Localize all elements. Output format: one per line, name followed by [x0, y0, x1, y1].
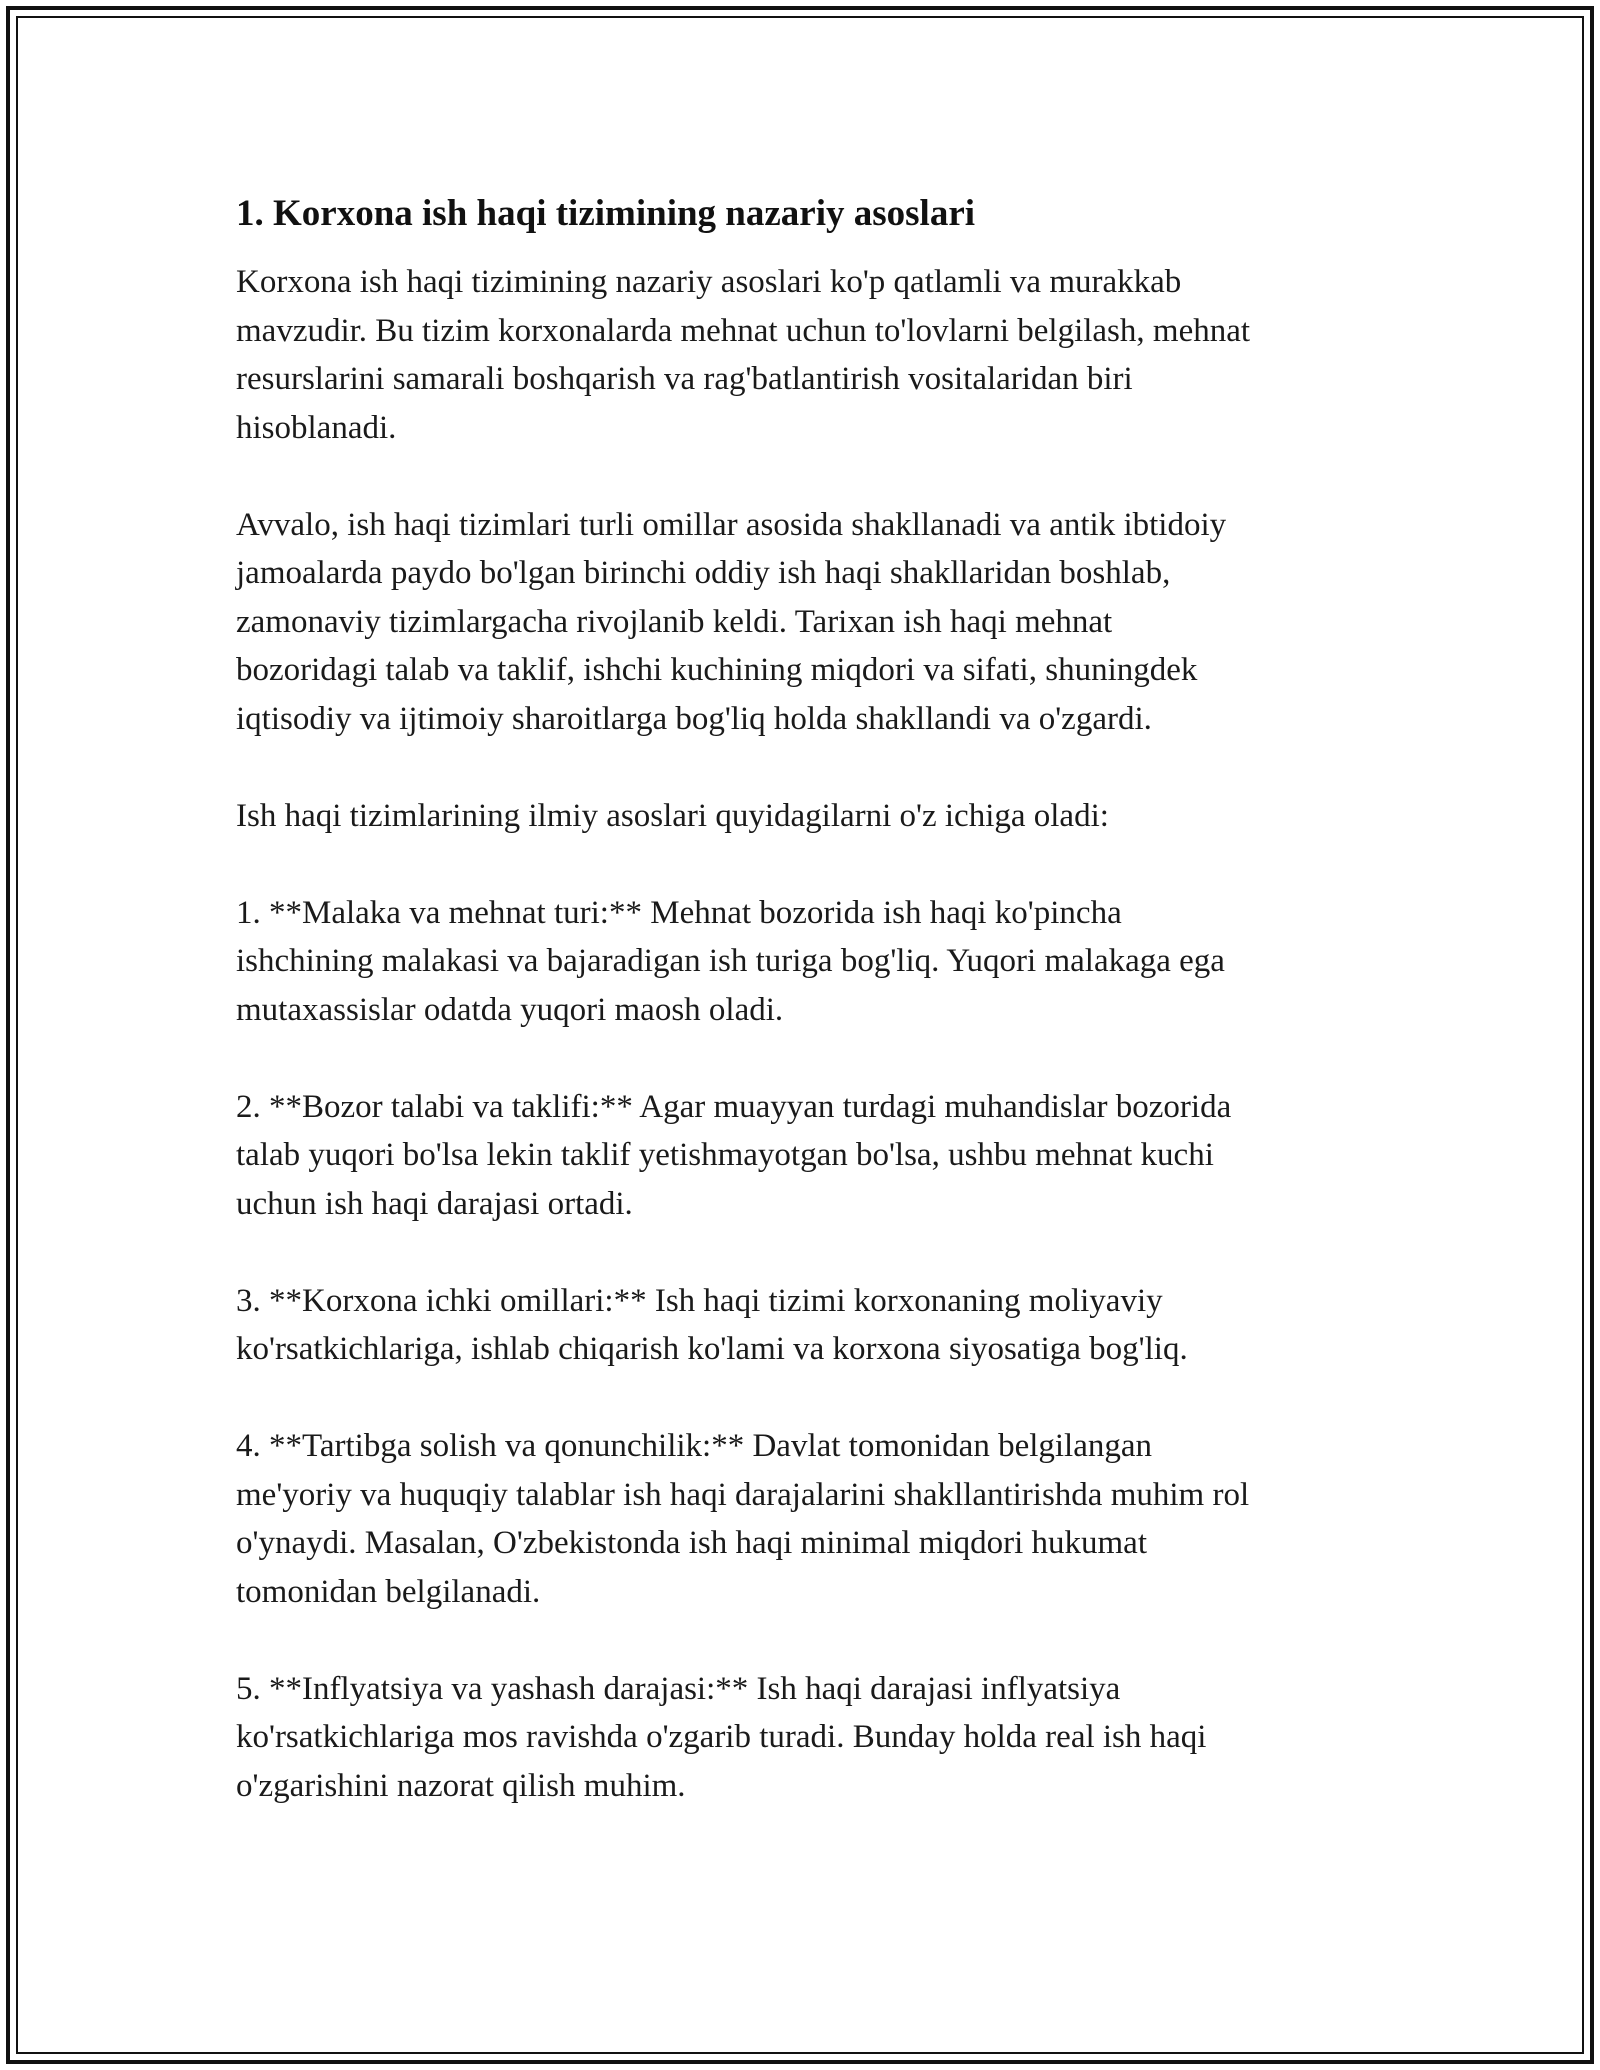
- text-line: Avvalo, ish haqi tizimlari turli omillar asosida shakllanadi va antik ibtidoiy: [236, 506, 1227, 543]
- list-item-4: [236, 1422, 1386, 1616]
- text-line: Korxona ish haqi tizimining nazariy asoslari ko'p qatlamli va murakkab: [236, 264, 1182, 300]
- text-line: uchun ish haqi darajasi ortadi.: [236, 1185, 633, 1222]
- text-line: o'zgarishini nazorat qilish muhim.: [236, 1767, 686, 1804]
- list-item-5: [236, 1665, 1386, 1811]
- text-line: 1. **Malaka va mehnat turi:** Mehnat bozorida ish haqi ko'pincha: [236, 894, 1122, 931]
- list-item-3: [236, 1277, 1386, 1374]
- text-line: ishchining malakasi va bajaradigan ish turiga bog'liq. Yuqori malakaga ega: [236, 943, 1225, 979]
- text-line: iqtisodiy va ijtimoiy sharoitlarga bog'liq holda shakllandi va o'zgardi.: [236, 700, 1152, 737]
- list-item-1: [236, 889, 1386, 1035]
- paragraph-history: [236, 501, 1386, 744]
- text-line: 3. **Korxona ichki omillari:** Ish haqi tizimi korxonaning moliyaviy: [236, 1282, 1163, 1319]
- text-line: hisoblanadi.: [236, 409, 397, 446]
- text-line: 4. **Tartibga solish va qonunchilik:** Davlat tomonidan belgilangan: [236, 1428, 1153, 1464]
- text-line: ko'rsatkichlariga mos ravishda o'zgarib turadi. Bunday holda real ish haqi: [236, 1719, 1207, 1755]
- document-body: [236, 188, 1386, 1859]
- text-line: talab yuqori bo'lsa lekin taklif yetishmayotgan bo'lsa, ushbu mehnat kuchi: [236, 1137, 1214, 1173]
- text-line: bozoridagi talab va taklif, ishchi kuchining miqdori va sifati, shuningdek: [236, 652, 1198, 688]
- text-line: mutaxassislar odatda yuqori maosh oladi.: [236, 991, 784, 1028]
- paragraph-intro: [236, 258, 1386, 452]
- text-line: ko'rsatkichlariga, ishlab chiqarish ko'lami va korxona siyosatiga bog'liq.: [236, 1331, 1188, 1367]
- text-line: jamoalarda paydo bo'lgan birinchi oddiy ish haqi shakllaridan boshlab,: [236, 555, 1171, 591]
- text-line: tomonidan belgilanadi.: [236, 1573, 541, 1610]
- list-item-2: [236, 1083, 1386, 1229]
- paragraph-list-intro: [236, 792, 1386, 841]
- text-line: zamonaviy tizimlargacha rivojlanib keldi. Tarixan ish haqi mehnat: [236, 603, 1113, 640]
- text-line: o'ynaydi. Masalan, O'zbekistonda ish haqi minimal miqdori hukumat: [236, 1525, 1147, 1561]
- text-line: me'yoriy va huquqiy talablar ish haqi darajalarini shakllantirishda muhim rol: [236, 1476, 1250, 1513]
- text-line: resurslarini samarali boshqarish va rag'batlantirish vositalaridan biri: [236, 361, 1133, 397]
- text-line: 5. **Inflyatsiya va yashash darajasi:** Ish haqi darajasi inflyatsiya: [236, 1670, 1121, 1707]
- section-heading: 1. Korxona ish haqi tizimining nazariy asoslari: [236, 193, 976, 234]
- text-line: 2. **Bozor talabi va taklifi:** Agar muayyan turdagi muhandislar bozorida: [236, 1088, 1232, 1125]
- text-line: mavzudir. Bu tizim korxonalarda mehnat uchun to'lovlarni belgilash, mehnat: [236, 312, 1251, 349]
- text-line: Ish haqi tizimlarining ilmiy asoslari quyidagilarni o'z ichiga oladi:: [236, 797, 1109, 834]
